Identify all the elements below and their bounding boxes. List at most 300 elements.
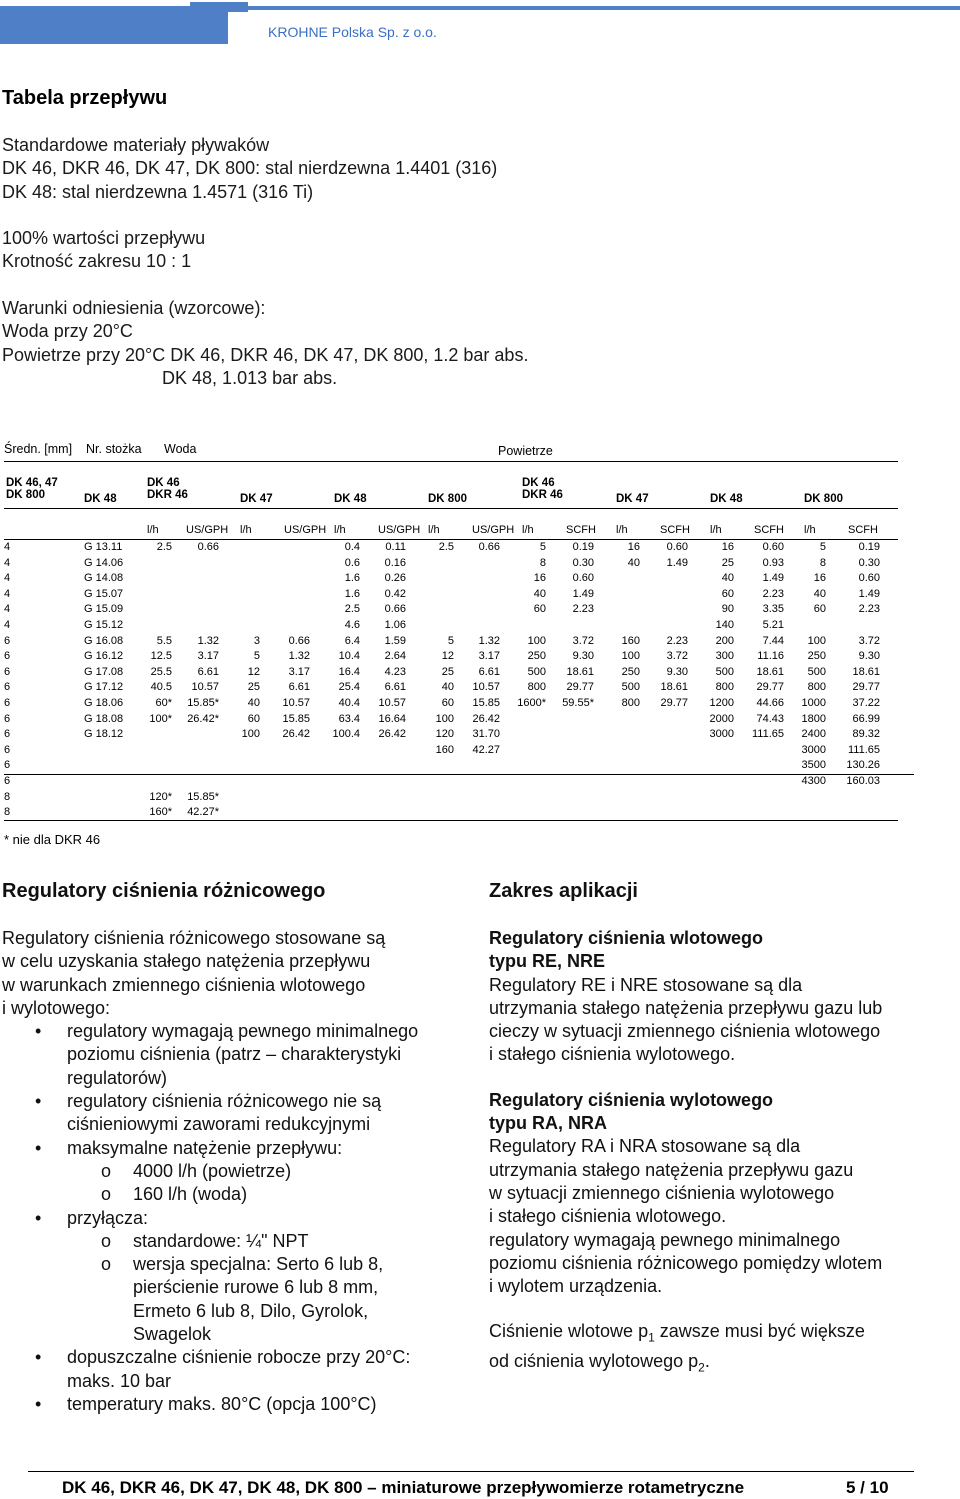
table-cell: 100 bbox=[435, 712, 454, 725]
table-cell: 40 bbox=[627, 556, 640, 569]
paragraph-line: w warunkach zmiennego ciśnienia wlotowego bbox=[2, 974, 366, 995]
table-cell: 0.66 bbox=[288, 634, 310, 647]
table-cell: 26.42* bbox=[187, 712, 219, 725]
table-cell: 1800 bbox=[801, 712, 826, 725]
table-cell: 9.30 bbox=[858, 650, 880, 663]
table-cell: 3 bbox=[253, 634, 260, 647]
table-rule bbox=[4, 820, 898, 821]
table-cell: 1.6 bbox=[344, 572, 360, 585]
table-cell: 9.30 bbox=[666, 665, 688, 678]
table-cell: 37.22 bbox=[852, 697, 880, 709]
table-cell-cone: G 17.08 bbox=[84, 665, 124, 678]
paragraph-line: Regulatory ciśnienia różnicowego stosowane są bbox=[2, 928, 386, 948]
table-rule bbox=[4, 461, 898, 462]
outlet-regulator-text bbox=[489, 1135, 939, 1298]
table-cell: 0.6 bbox=[344, 556, 360, 569]
table-cell: 10.57 bbox=[191, 681, 219, 694]
group-label-line: DK 800 bbox=[6, 489, 45, 501]
table-cell: 0.19 bbox=[858, 541, 880, 553]
list-item bbox=[2, 1090, 472, 1137]
table-unit: US/GPH bbox=[186, 524, 229, 536]
footer-text: DK 46, DKR 46, DK 47, DK 48, DK 800 – miniaturowe przepływomierze rotametryczne bbox=[62, 1478, 745, 1497]
sub-list-item bbox=[2, 1230, 472, 1253]
table-rule bbox=[4, 539, 898, 540]
table-cell: 29.77 bbox=[852, 681, 880, 694]
table-cell: 2.5 bbox=[156, 541, 172, 553]
body-line: w sytuacji zmiennego ciśnienia wylotowego bbox=[489, 1182, 835, 1203]
table-cell-cone: G 15.07 bbox=[84, 587, 124, 600]
table-cell: 5 bbox=[539, 541, 546, 553]
table-cell: 16 bbox=[721, 541, 734, 553]
table-cell: 120* bbox=[149, 790, 172, 803]
table-cell-diameter: 6 bbox=[4, 665, 11, 678]
table-cell: 2.23 bbox=[572, 603, 594, 616]
table-cell: 8 bbox=[819, 556, 826, 569]
table-cell-diameter: 6 bbox=[4, 743, 11, 756]
table-unit: l/h bbox=[804, 524, 816, 536]
table-unit: SCFH bbox=[660, 524, 690, 536]
footer-rule bbox=[28, 1471, 914, 1472]
table-cell: 3.72 bbox=[572, 634, 594, 647]
table-cell: 18.61 bbox=[852, 665, 880, 678]
group-label-line: DK 48 bbox=[710, 493, 743, 505]
sub-item-text bbox=[133, 1254, 383, 1344]
body-line: i stałego ciśnienia wlotowego. bbox=[489, 1206, 727, 1227]
sub-bullet: o bbox=[101, 1184, 112, 1205]
table-cell-diameter: 4 bbox=[4, 587, 11, 600]
body-line: Regulatory RE i NRE stosowane są dla bbox=[489, 974, 803, 995]
table-cell: 3.72 bbox=[666, 650, 688, 663]
table-cell: 2.5 bbox=[438, 541, 454, 553]
intro-line: Warunki odniesienia (wzorcowe): bbox=[2, 298, 266, 319]
table-cell: 1.49 bbox=[762, 572, 784, 585]
table-cell: 0.93 bbox=[762, 556, 784, 569]
sub-list-item bbox=[2, 1160, 472, 1183]
table-cell: 1.59 bbox=[384, 634, 406, 647]
company-name: KROHNE Polska Sp. z o.o. bbox=[268, 24, 437, 40]
table-cell: 16.64 bbox=[378, 712, 406, 725]
table-cell: 10.57 bbox=[472, 681, 500, 694]
table-cell-cone: G 18.06 bbox=[84, 697, 124, 709]
table-cell: 0.30 bbox=[858, 556, 880, 569]
table-cell-cone: G 14.08 bbox=[84, 572, 124, 585]
table-cell: 250 bbox=[527, 650, 546, 663]
table-unit: SCFH bbox=[566, 524, 596, 536]
table-cell: 1.32 bbox=[288, 650, 310, 663]
table-unit: l/h bbox=[616, 524, 628, 536]
table-cell: 3000 bbox=[801, 743, 826, 756]
paragraph-line: i wylotowego: bbox=[2, 997, 111, 1018]
table-unit: US/GPH bbox=[472, 524, 515, 536]
list-item bbox=[2, 1020, 472, 1090]
table-rule bbox=[4, 774, 914, 775]
left-section-body bbox=[2, 927, 472, 1416]
list-item-line: regulatorów) bbox=[67, 1067, 168, 1088]
table-cell-cone: G 15.09 bbox=[84, 603, 124, 616]
intro-line: 100% wartości przepływu bbox=[2, 228, 206, 249]
table-cell: 100.4 bbox=[332, 728, 360, 741]
table-cell: 3.17 bbox=[288, 665, 310, 678]
table-cell: 160 bbox=[621, 634, 640, 647]
table-cell: 66.99 bbox=[852, 712, 880, 725]
table-cell: 500 bbox=[715, 665, 734, 678]
group-label-line: DK 48 bbox=[334, 493, 367, 505]
table-cell: 800 bbox=[527, 681, 546, 694]
table-cell-diameter: 4 bbox=[4, 541, 11, 553]
table-cell: 29.77 bbox=[756, 681, 784, 694]
table-cell: 40 bbox=[721, 572, 734, 585]
table-cell: 89.32 bbox=[852, 728, 880, 741]
table-cell: 160.03 bbox=[846, 775, 880, 787]
table-cell: 60* bbox=[155, 697, 172, 709]
table-cell: 15.85* bbox=[187, 697, 219, 709]
body-line: poziomu ciśnienia różnicowego pomiędzy wlotem bbox=[489, 1252, 883, 1273]
body-line: utrzymania stałego natężenia przepływu gazu bbox=[489, 1159, 854, 1180]
table-cell-diameter: 4 bbox=[4, 556, 11, 569]
table-cell: 15.85 bbox=[472, 697, 500, 709]
page-number: 5 / 10 bbox=[846, 1478, 889, 1497]
group-label-line: DK 46 bbox=[147, 477, 180, 489]
group-label-line: DKR 46 bbox=[522, 489, 563, 501]
table-cell: 25 bbox=[441, 665, 454, 678]
table-head-cone: Nr. stożka bbox=[86, 442, 142, 456]
outlet-regulator-title bbox=[489, 1089, 939, 1136]
table-cell: 0.30 bbox=[572, 556, 594, 569]
table-cell: 1.32 bbox=[478, 634, 500, 647]
table-cell: 16 bbox=[533, 572, 546, 585]
table-cell-diameter: 6 bbox=[4, 712, 11, 725]
table-cell: 500 bbox=[527, 665, 546, 678]
sub-item-text: 160 l/h (woda) bbox=[133, 1184, 248, 1205]
table-cell: 250 bbox=[621, 665, 640, 678]
body-line: cieczy w sytuacji zmiennego ciśnienia wlotowego bbox=[489, 1021, 881, 1042]
right-section-body bbox=[489, 927, 939, 1380]
intro-line: DK 48: stal nierdzewna 1.4571 (316 Ti) bbox=[2, 181, 314, 202]
table-cell-diameter: 6 bbox=[4, 634, 11, 647]
table-cell-cone: G 17.12 bbox=[84, 681, 124, 694]
table-cell: 25 bbox=[247, 681, 260, 694]
table-cell: 26.42 bbox=[282, 728, 310, 741]
list-item-line: maks. 10 bar bbox=[67, 1370, 172, 1391]
table-cell: 0.26 bbox=[384, 572, 406, 585]
table-cell: 3000 bbox=[709, 728, 734, 741]
table-cell: 1.49 bbox=[858, 587, 880, 600]
title-line: typu RA, NRA bbox=[489, 1113, 607, 1134]
table-cell: 40 bbox=[247, 697, 260, 709]
sub-bullet: o bbox=[101, 1230, 112, 1251]
table-cell: 300 bbox=[715, 650, 734, 663]
table-cell: 0.60 bbox=[762, 541, 784, 553]
table-cell: 2.23 bbox=[762, 587, 784, 600]
list-item: • temperatury maks. 80°C (opcja 100°C) bbox=[2, 1393, 472, 1416]
table-cell: 25.4 bbox=[338, 681, 360, 694]
table-cell: 140 bbox=[715, 619, 734, 631]
table-cell: 0.66 bbox=[478, 541, 500, 553]
sub-list-item bbox=[2, 1183, 472, 1206]
table-cell: 40.4 bbox=[338, 697, 360, 709]
table-cell: 15.85* bbox=[187, 790, 219, 803]
header-block bbox=[0, 10, 228, 44]
table-cell: 59.55* bbox=[562, 697, 594, 709]
intro-line: DK 48, 1.013 bar abs. bbox=[2, 367, 338, 388]
table-cell: 6.61 bbox=[197, 665, 219, 678]
table-cell: 1.6 bbox=[344, 587, 360, 600]
table-cell: 120 bbox=[435, 728, 454, 741]
table-cell: 5 bbox=[253, 650, 260, 663]
pressure-note: Ciśnienie wlotowe $p_1$ zawsze musi być większe od ciśnienia wylotowego $p_2$. bbox=[489, 1321, 865, 1375]
table-cell: 10.4 bbox=[338, 650, 360, 663]
group-label-line: DK 46, 47 bbox=[6, 477, 58, 489]
table-cell: 1.06 bbox=[384, 619, 406, 631]
table-cell-diameter: 6 bbox=[4, 697, 11, 709]
inlet-regulator-title bbox=[489, 927, 939, 974]
sub-item-text: standardowe: ¼" NPT bbox=[133, 1230, 309, 1251]
table-cell: 8 bbox=[539, 556, 546, 569]
table-cell: 0.60 bbox=[666, 541, 688, 553]
table-cell: 2.64 bbox=[384, 650, 406, 663]
table-cell: 6.61 bbox=[478, 665, 500, 678]
table-unit: US/GPH bbox=[378, 524, 421, 536]
table-cell-diameter: 8 bbox=[4, 806, 11, 819]
table-cell: 130.26 bbox=[846, 759, 880, 772]
intro-line: Woda przy 20°C bbox=[2, 321, 133, 342]
table-cell: 60 bbox=[813, 603, 826, 616]
intro-line bbox=[2, 204, 528, 227]
group-label-line: DK 800 bbox=[804, 493, 843, 505]
table-cell: 1000 bbox=[801, 697, 826, 709]
table-rule bbox=[4, 508, 898, 509]
flow-table bbox=[4, 438, 900, 858]
table-cell: 7.44 bbox=[762, 634, 784, 647]
table-cell: 26.42 bbox=[472, 712, 500, 725]
body-line: regulatory wymagają pewnego minimalnego bbox=[489, 1229, 841, 1250]
table-cell-diameter: 6 bbox=[4, 681, 11, 694]
table-cell: 0.16 bbox=[384, 556, 406, 569]
table-cell: 40.5 bbox=[150, 681, 172, 694]
inlet-regulator-text bbox=[489, 974, 939, 1067]
list-item: • maksymalne natężenie przepływu: bbox=[2, 1137, 472, 1160]
table-cell-diameter: 4 bbox=[4, 572, 11, 585]
table-group-label bbox=[616, 493, 649, 505]
table-cell: 800 bbox=[715, 681, 734, 694]
table-cell-diameter: 6 bbox=[4, 759, 11, 772]
table-cell: 500 bbox=[621, 681, 640, 694]
table-unit: l/h bbox=[428, 524, 440, 536]
page-title: Tabela przepływu bbox=[2, 87, 168, 109]
right-section-heading: Zakres aplikacji bbox=[489, 880, 638, 902]
table-cell: 1.32 bbox=[197, 634, 219, 647]
body-line: i stałego ciśnienia wylotowego. bbox=[489, 1044, 736, 1065]
table-cell: 500 bbox=[807, 665, 826, 678]
list-item-line: dopuszczalne ciśnienie robocze przy 20°C: bbox=[67, 1347, 411, 1368]
sub-item-line: pierścienie rurowe 6 lub 8 mm, bbox=[133, 1277, 379, 1298]
sub-item-text: 4000 l/h (powietrze) bbox=[133, 1160, 292, 1181]
table-cell: 29.77 bbox=[660, 697, 688, 709]
table-cell: 12.5 bbox=[150, 650, 172, 663]
table-cell: 63.4 bbox=[338, 712, 360, 725]
table-cell: 5 bbox=[447, 634, 454, 647]
table-cell-cone: G 14.06 bbox=[84, 556, 124, 569]
group-label-line: DK 47 bbox=[616, 493, 649, 505]
table-cell: 0.60 bbox=[858, 572, 880, 585]
paragraph-line: w celu uzyskania stałego natężenia przepływu bbox=[2, 951, 371, 972]
table-cell: 44.66 bbox=[756, 697, 784, 709]
table-unit: SCFH bbox=[754, 524, 784, 536]
table-cell: 0.42 bbox=[384, 587, 406, 600]
sub-item-line: wersja specjalna: Serto 6 lub 8, bbox=[133, 1254, 384, 1275]
table-head-water: Woda bbox=[164, 442, 197, 456]
sub-bullet: o bbox=[101, 1254, 112, 1275]
table-cell: 3.17 bbox=[197, 650, 219, 663]
list-item bbox=[2, 1346, 472, 1393]
table-cell: 2.5 bbox=[344, 603, 360, 616]
table-cell: 1.49 bbox=[572, 587, 594, 600]
table-cell: 42.27* bbox=[187, 806, 219, 819]
body-line: Regulatory RA i NRA stosowane są dla bbox=[489, 1136, 801, 1157]
list-item-line: poziomu ciśnienia (patrz – charakterystyki bbox=[67, 1044, 402, 1065]
table-cell: 16 bbox=[627, 541, 640, 553]
table-unit: l/h bbox=[147, 524, 159, 536]
table-cell: 42.27 bbox=[472, 743, 500, 756]
feature-list bbox=[2, 1020, 472, 1416]
table-cell-diameter: 4 bbox=[4, 619, 11, 631]
table-cell: 60 bbox=[247, 712, 260, 725]
title-line: Regulatory ciśnienia wylotowego bbox=[489, 1089, 774, 1110]
table-cell: 3500 bbox=[801, 759, 826, 772]
left-section-heading: Regulatory ciśnienia różnicowego bbox=[2, 880, 326, 902]
group-label-line: DK 46 bbox=[522, 477, 555, 489]
table-cell: 29.77 bbox=[566, 681, 594, 694]
table-cell: 160* bbox=[149, 806, 172, 819]
table-cell: 5.21 bbox=[762, 619, 784, 631]
table-cell: 2.23 bbox=[666, 634, 688, 647]
intro-line: DK 46, DKR 46, DK 47, DK 800: stal nierdzewna 1.4401 (316) bbox=[2, 158, 498, 179]
table-cell: 5.5 bbox=[156, 634, 172, 647]
intro-line bbox=[2, 274, 528, 297]
table-unit: l/h bbox=[334, 524, 346, 536]
intro-line: Krotność zakresu 10 : 1 bbox=[2, 251, 192, 272]
table-cell-diameter: 4 bbox=[4, 603, 11, 616]
table-cell: 100* bbox=[149, 712, 172, 725]
table-group-label bbox=[428, 493, 467, 505]
table-cell: 18.61 bbox=[756, 665, 784, 678]
table-cell: 60 bbox=[721, 587, 734, 600]
table-cell-cone: G 16.12 bbox=[84, 650, 124, 663]
table-cell-cone: G 18.12 bbox=[84, 728, 124, 741]
table-cell: 4.6 bbox=[344, 619, 360, 631]
table-cell: 0.19 bbox=[572, 541, 594, 553]
title-line: Regulatory ciśnienia wlotowego bbox=[489, 928, 764, 948]
table-cell: 11.16 bbox=[757, 650, 784, 663]
table-cell: 40 bbox=[533, 587, 546, 600]
table-group-label bbox=[522, 477, 563, 501]
list-item-line: ciśnieniowymi zaworami redukcyjnymi bbox=[67, 1114, 371, 1135]
table-cell: 0.66 bbox=[384, 603, 406, 616]
table-cell: 15.85 bbox=[282, 712, 310, 725]
table-cell-cone: G 16.08 bbox=[84, 634, 124, 647]
table-cell: 5 bbox=[819, 541, 826, 553]
table-unit: SCFH bbox=[848, 524, 878, 536]
table-cell: 74.43 bbox=[756, 712, 784, 725]
table-cell: 111.65 bbox=[847, 743, 880, 756]
table-cell: 111.65 bbox=[751, 728, 784, 741]
table-cell: 10.57 bbox=[282, 697, 310, 709]
table-cell: 26.42 bbox=[378, 728, 406, 741]
table-cell: 100 bbox=[241, 728, 260, 741]
table-cell: 200 bbox=[715, 634, 734, 647]
table-cell: 100 bbox=[807, 634, 826, 647]
table-cell-cone: G 13.11 bbox=[84, 541, 123, 553]
table-cell: 2.23 bbox=[858, 603, 880, 616]
table-head-diameter: Średn. [mm] bbox=[4, 442, 73, 456]
sub-item-line: Ermeto 6 lub 8, Dilo, Gyrolok, bbox=[133, 1300, 369, 1321]
table-group-label bbox=[240, 493, 273, 505]
group-label-line: DK 47 bbox=[240, 493, 273, 505]
table-footnote: * nie dla DKR 46 bbox=[4, 832, 101, 847]
table-cell: 12 bbox=[247, 665, 260, 678]
table-cell: 160 bbox=[435, 743, 454, 756]
table-group-label bbox=[6, 477, 58, 501]
table-cell: 16 bbox=[813, 572, 826, 585]
table-cell: 4300 bbox=[801, 775, 826, 787]
table-cell: 6.61 bbox=[288, 681, 310, 694]
table-cell: 6.61 bbox=[384, 681, 406, 694]
table-cell: 800 bbox=[621, 697, 640, 709]
table-cell: 0.4 bbox=[344, 541, 360, 553]
table-cell-diameter: 6 bbox=[4, 650, 11, 663]
table-cell: 12 bbox=[441, 650, 454, 663]
table-cell: 90 bbox=[721, 603, 734, 616]
table-cell: 1200 bbox=[709, 697, 734, 709]
table-head-air: Powietrze bbox=[498, 444, 553, 458]
table-cell-cone: G 18.08 bbox=[84, 712, 124, 725]
table-group-label bbox=[147, 477, 188, 501]
table-cell: 4.23 bbox=[384, 665, 406, 678]
table-group-label bbox=[334, 493, 367, 505]
intro-line: Standardowe materiały pływaków bbox=[2, 135, 270, 155]
sub-list-item bbox=[2, 1253, 472, 1346]
table-cell: 18.61 bbox=[660, 681, 688, 694]
table-cell: 40 bbox=[441, 681, 454, 694]
title-line: typu RE, NRE bbox=[489, 951, 606, 972]
table-unit: l/h bbox=[240, 524, 252, 536]
table-cell: 1.49 bbox=[666, 556, 688, 569]
group-label-line: DKR 46 bbox=[147, 489, 188, 501]
table-cell: 25 bbox=[721, 556, 734, 569]
sub-item-line: Swagelok bbox=[133, 1324, 212, 1345]
intro-line: Powietrze przy 20°C DK 46, DKR 46, DK 47, DK 800, 1.2 bar abs. bbox=[2, 344, 529, 365]
table-group-label bbox=[84, 493, 117, 505]
table-cell: 25.5 bbox=[150, 665, 172, 678]
table-cell: 0.60 bbox=[572, 572, 594, 585]
intro-text bbox=[2, 134, 528, 390]
table-cell: 60 bbox=[533, 603, 546, 616]
table-cell: 250 bbox=[807, 650, 826, 663]
table-cell: 2000 bbox=[709, 712, 734, 725]
body-line: utrzymania stałego natężenia przepływu gazu lub bbox=[489, 997, 883, 1018]
table-cell: 18.61 bbox=[566, 665, 594, 678]
table-cell: 3.72 bbox=[858, 634, 880, 647]
table-cell: 0.11 bbox=[385, 541, 406, 553]
table-cell: 3.17 bbox=[478, 650, 500, 663]
table-cell: 16.4 bbox=[338, 665, 360, 678]
group-label-line: DK 48 bbox=[84, 493, 117, 505]
table-cell: 800 bbox=[807, 681, 826, 694]
table-cell: 40 bbox=[813, 587, 826, 600]
table-group-label bbox=[804, 493, 843, 505]
table-unit: US/GPH bbox=[284, 524, 327, 536]
group-label-line: DK 800 bbox=[428, 493, 467, 505]
